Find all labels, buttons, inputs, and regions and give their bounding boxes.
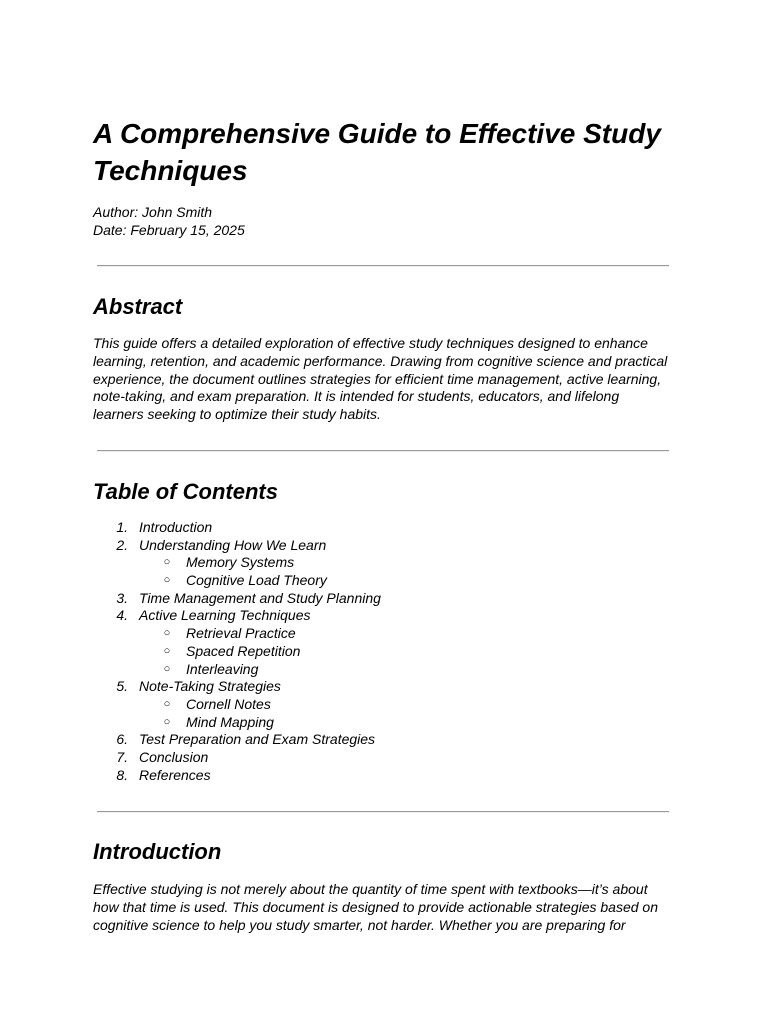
abstract-line: experience, the document outlines strategies for efficient time management, active learning, — [93, 370, 662, 387]
toc-subitem — [93, 714, 678, 732]
abstract-paragraph — [93, 335, 678, 424]
toc-heading: Table of Contents — [93, 479, 278, 504]
abstract-heading: Abstract — [93, 294, 183, 319]
toc-item — [93, 767, 678, 785]
hollow-circle-bullet-icon: ○ — [163, 644, 171, 657]
toc-item — [93, 678, 678, 696]
toc-item — [93, 590, 678, 608]
toc-item-label: Note-Taking Strategies — [139, 678, 281, 695]
hollow-circle-bullet-icon: ○ — [163, 574, 171, 587]
toc-item-label: Test Preparation and Exam Strategies — [139, 731, 376, 748]
toc-item-number: 1. — [116, 519, 128, 535]
toc-subitem-label: Mind Mapping — [186, 713, 274, 730]
table-of-contents — [93, 519, 678, 784]
toc-item — [93, 731, 678, 749]
hollow-circle-bullet-icon: ○ — [163, 662, 171, 675]
toc-item — [93, 519, 678, 537]
toc-item — [93, 749, 678, 767]
date-line: Date: February 15, 2025 — [93, 222, 245, 238]
toc-subitem — [93, 572, 678, 590]
toc-item-label: Active Learning Techniques — [139, 607, 311, 624]
section-divider — [97, 450, 669, 452]
section-divider — [97, 265, 669, 267]
toc-item-number: 7. — [116, 748, 128, 765]
hollow-circle-bullet-icon: ○ — [163, 697, 171, 710]
toc-subitem-label: Memory Systems — [186, 554, 295, 571]
introduction-paragraph — [93, 881, 678, 934]
toc-subitem-label: Cognitive Load Theory — [186, 572, 327, 589]
toc-subitem-label: Cornell Notes — [186, 695, 271, 712]
abstract-line: learners seeking to optimize their study habits. — [93, 406, 381, 423]
introduction-line: Effective studying is not merely about the quantity of time spent with textbooks—it’s about — [93, 881, 648, 897]
introduction-line: cognitive science to help you study smarter, not harder. Whether you are preparing for — [93, 916, 626, 933]
toc-subitem — [93, 554, 678, 572]
toc-item-label: Understanding How We Learn — [139, 536, 327, 553]
toc-item — [93, 537, 678, 555]
hollow-circle-bullet-icon: ○ — [163, 556, 171, 569]
hollow-circle-bullet-icon: ○ — [163, 627, 171, 640]
toc-subitem-label: Interleaving — [186, 660, 259, 677]
section-divider — [97, 811, 669, 813]
toc-item — [93, 607, 678, 625]
toc-subitem — [93, 625, 678, 643]
author-line: Author: John Smith — [93, 204, 213, 220]
toc-item-label: References — [139, 766, 211, 783]
introduction-heading: Introduction — [93, 839, 222, 864]
abstract-line: learning, retention, and academic performance. Drawing from cognitive science and practical — [93, 352, 668, 369]
hollow-circle-bullet-icon: ○ — [163, 715, 171, 728]
toc-subitem — [93, 643, 678, 661]
toc-item-number: 4. — [116, 607, 128, 624]
toc-item-number: 6. — [116, 731, 128, 748]
toc-subitem-label: Spaced Repetition — [186, 642, 301, 659]
toc-subitem — [93, 696, 678, 714]
abstract-line: This guide offers a detailed exploration of effective study techniques designed to enhance — [93, 335, 648, 351]
document-title: A Comprehensive Guide to Effective Study Techniques — [93, 118, 661, 186]
toc-item-number: 8. — [116, 766, 128, 783]
toc-item-label: Time Management and Study Planning — [139, 589, 381, 606]
introduction-line: how that time is used. This document is designed to provide actionable strategies based on — [93, 898, 658, 915]
toc-subitem-label: Retrieval Practice — [186, 625, 296, 642]
abstract-line: note-taking, and exam preparation. It is intended for students, educators, and lifelong — [93, 388, 620, 405]
toc-item-number: 5. — [116, 678, 128, 695]
toc-item-number: 3. — [116, 589, 128, 606]
toc-item-label: Introduction — [139, 519, 213, 535]
toc-item-number: 2. — [116, 536, 128, 553]
toc-item-label: Conclusion — [139, 748, 209, 765]
toc-subitem — [93, 661, 678, 679]
